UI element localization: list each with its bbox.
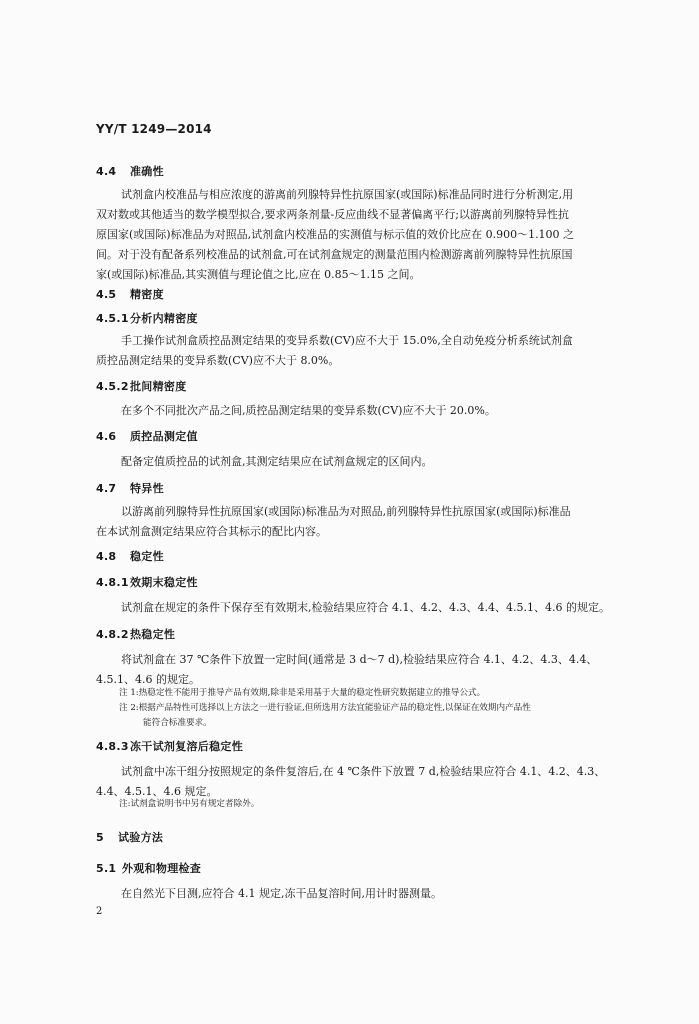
heading-4-7 bbox=[96, 480, 164, 496]
text-line: 间。对于没有配备系列校准品的试剂盒,可在试剂盒规定的测量范围内检测游离前列腺特异性抗原国 bbox=[96, 248, 573, 261]
paragraph-4-6 bbox=[121, 452, 433, 472]
heading-4-8-2 bbox=[96, 626, 175, 642]
heading-5 bbox=[96, 829, 163, 845]
heading-title: 特异性 bbox=[130, 482, 164, 495]
heading-number: 4.7 bbox=[96, 482, 117, 495]
text-line: 手工操作试剂盒质控品测定结果的变异系数(CV)应不大于 15.0%,全自动免疫分析系统试剂盒 bbox=[121, 334, 573, 347]
text-line: 原国家(或国际)标准品为对照品,试剂盒内校准品的实测值与标示值的效价比应在 0.900～1.100 之 bbox=[96, 228, 575, 241]
heading-number: 5.1 bbox=[96, 862, 117, 875]
paragraph-5-1 bbox=[121, 884, 442, 904]
text-line: 在多个不同批次产品之间,质控品测定结果的变异系数(CV)应不大于 20.0%。 bbox=[121, 404, 496, 417]
heading-number: 4.8.2 bbox=[96, 628, 129, 641]
heading-title: 质控品测定值 bbox=[130, 430, 198, 443]
heading-4-8 bbox=[96, 548, 164, 564]
heading-title: 外观和物理检查 bbox=[122, 862, 202, 875]
heading-number: 4.4 bbox=[96, 165, 117, 178]
heading-number: 4.5.1 bbox=[96, 312, 129, 325]
paragraph-4-8-3 bbox=[96, 762, 605, 802]
paragraph-4-5-1 bbox=[96, 331, 573, 371]
heading-4-6 bbox=[96, 428, 198, 444]
text-line: 双对数或其他适当的数学模型拟合,要求两条剂量-反应曲线不显著偏离平行;以游离前列腺特异性抗 bbox=[96, 208, 569, 221]
notes-4-8-2 bbox=[119, 686, 531, 731]
heading-5-1 bbox=[96, 860, 201, 876]
note-line: 注 1:热稳定性不能用于推导产品有效期,除非是采用基于大量的稳定性研究数据建立的推导公式。 bbox=[119, 688, 486, 698]
note-4-8-3: 注:试剂盒说明书中另有规定者除外。 bbox=[119, 799, 260, 809]
heading-title: 热稳定性 bbox=[130, 628, 176, 641]
heading-number: 5 bbox=[96, 831, 104, 844]
paragraph-4-8-2 bbox=[96, 650, 597, 690]
paragraph-4-7 bbox=[96, 502, 571, 542]
heading-4-5 bbox=[96, 286, 164, 302]
heading-title: 批间精密度 bbox=[130, 380, 187, 393]
text-line: 在自然光下目测,应符合 4.1 规定,冻干品复溶时间,用计时器测量。 bbox=[121, 887, 442, 900]
text-line: 4.4、4.5.1、4.6 规定。 bbox=[96, 785, 218, 798]
paragraph-4-5-2 bbox=[121, 401, 496, 421]
page-number: 2 bbox=[96, 906, 103, 917]
paragraph-4-4 bbox=[96, 185, 574, 285]
heading-4-4 bbox=[96, 163, 164, 179]
heading-title: 精密度 bbox=[130, 288, 164, 301]
heading-4-8-1 bbox=[96, 574, 198, 590]
heading-4-5-1 bbox=[96, 310, 198, 326]
text-line: 配备定值质控品的试剂盒,其测定结果应在试剂盒规定的区间内。 bbox=[121, 455, 433, 468]
text-line: 以游离前列腺特异性抗原国家(或国际)标准品为对照品,前列腺特异性抗原国家(或国际)标准品 bbox=[121, 505, 571, 518]
heading-title: 分析内精密度 bbox=[130, 312, 198, 325]
text-line: 试剂盒在规定的条件下保存至有效期末,检验结果应符合 4.1、4.2、4.3、4.4、4.5.1、4.6 的规定。 bbox=[121, 601, 610, 614]
heading-number: 4.6 bbox=[96, 430, 117, 443]
paragraph-4-8-1 bbox=[121, 598, 610, 618]
heading-title: 效期末稳定性 bbox=[130, 576, 198, 589]
text-line: 家(或国际)标准品,其实测值与理论值之比,应在 0.85～1.15 之间。 bbox=[96, 268, 421, 281]
heading-number: 4.8.3 bbox=[96, 740, 129, 753]
heading-4-8-3 bbox=[96, 738, 243, 754]
text-line: 4.5.1、4.6 的规定。 bbox=[96, 673, 200, 686]
text-line: 试剂盒中冻干组分按照规定的条件复溶后,在 4 ℃条件下放置 7 d,检验结果应符合 4.1、4.2、4.3、 bbox=[121, 765, 606, 778]
standard-code-header: YY/T 1249—2014 bbox=[96, 122, 212, 136]
heading-title: 稳定性 bbox=[130, 550, 164, 563]
note-line: 注 2:根据产品特性可选择以上方法之一进行验证,但所选用方法宜能验证产品的稳定性,以保证在效期内产品性 bbox=[119, 703, 531, 713]
heading-title: 准确性 bbox=[130, 165, 164, 178]
note-line: 能符合标准要求。 bbox=[143, 718, 212, 728]
text-line: 质控品测定结果的变异系数(CV)应不大于 8.0%。 bbox=[96, 354, 340, 367]
text-line: 试剂盒内校准品与相应浓度的游离前列腺特异性抗原国家(或国际)标准品同时进行分析测定,用 bbox=[121, 188, 574, 201]
heading-number: 4.8 bbox=[96, 550, 117, 563]
heading-number: 4.8.1 bbox=[96, 576, 129, 589]
heading-title: 冻干试剂复溶后稳定性 bbox=[130, 740, 243, 753]
heading-4-5-2 bbox=[96, 378, 187, 394]
heading-number: 4.5.2 bbox=[96, 380, 129, 393]
text-line: 将试剂盒在 37 ℃条件下放置一定时间(通常是 3 d～7 d),检验结果应符合 4.1、4.2、4.3、4.4、 bbox=[121, 653, 598, 666]
text-line: 在本试剂盒测定结果应符合其标示的配比内容。 bbox=[96, 525, 327, 538]
heading-number: 4.5 bbox=[96, 288, 117, 301]
heading-title: 试验方法 bbox=[118, 831, 164, 844]
